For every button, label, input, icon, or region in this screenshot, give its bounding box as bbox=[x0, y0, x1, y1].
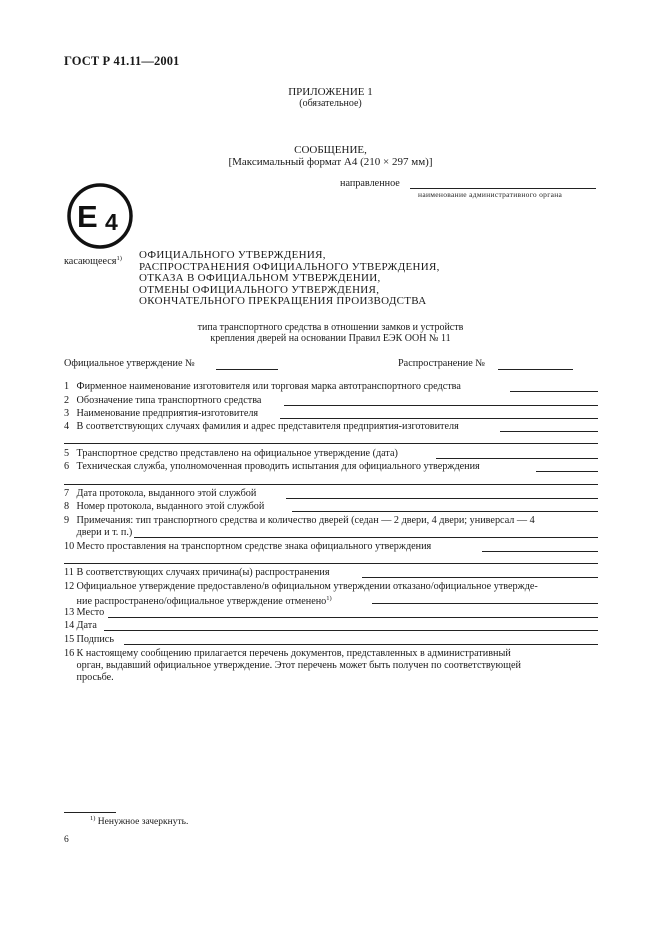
form-item-16: 16 К настоящему сообщению прилагается перечень документов, представленных в административный орган, выдавший официальное утверждение. Этот перечень может быть получен по соответствующей просьбе. bbox=[64, 648, 521, 683]
form-item-10: 10 Место проставления на транспортном средстве знака официального утверждения bbox=[64, 541, 432, 552]
form-item-7: 7 Дата протокола, выданного этой службой bbox=[64, 488, 257, 499]
item-4-extra-line[interactable] bbox=[64, 443, 598, 444]
form-item-6: 6 Техническая служба, уполномоченная проводить испытания для официального утверждения bbox=[64, 461, 480, 472]
form-item-13: 13 Место bbox=[64, 607, 105, 618]
sent-to-field[interactable] bbox=[410, 188, 596, 189]
form-item-12: 12 Официальное утверждение предоставлено/в официальном утверждении отказано/официальное утвержде- ние распространено/официальное утверждение отменено$^{1)}$ bbox=[64, 581, 538, 607]
emblem-number: 4 bbox=[105, 209, 118, 235]
appendix-subtitle: (обязательное) bbox=[299, 98, 362, 109]
item-9-field[interactable] bbox=[134, 537, 598, 538]
extension-number-field[interactable] bbox=[498, 369, 573, 370]
footnote-divider bbox=[64, 812, 116, 813]
item-11-field[interactable] bbox=[362, 577, 598, 578]
emblem-letter: E bbox=[77, 199, 98, 234]
sent-to-label: направленное bbox=[340, 178, 400, 189]
approval-mark-emblem bbox=[66, 182, 134, 250]
item-6-extra-line[interactable] bbox=[64, 484, 598, 485]
concerning-label: касающееся$^{1)}$ bbox=[64, 255, 122, 267]
form-item-1: 1 Фирменное наименование изготовителя или торговая марка автотранспортного средства bbox=[64, 381, 461, 392]
item-8-field[interactable] bbox=[292, 511, 598, 512]
sent-to-caption: наименование административного органа bbox=[418, 190, 563, 199]
message-title: СООБЩЕНИЕ, bbox=[294, 144, 367, 156]
page-number: 6 bbox=[64, 835, 69, 845]
item-14-field[interactable] bbox=[104, 630, 598, 631]
document-code: ГОСТ Р 41.11—2001 bbox=[64, 54, 180, 68]
form-item-3: 3 Наименование предприятия-изготовителя bbox=[64, 408, 259, 419]
item-7-field[interactable] bbox=[286, 498, 598, 499]
concerning-line: ОТКАЗА В ОФИЦИАЛЬНОМ УТВЕРЖДЕНИИ, bbox=[139, 272, 381, 284]
item-13-field[interactable] bbox=[108, 617, 598, 618]
message-format: [Максимальный формат А4 (210 × 297 мм)] bbox=[228, 156, 433, 168]
item-2-field[interactable] bbox=[284, 405, 598, 406]
approval-number-field[interactable] bbox=[216, 369, 278, 370]
form-item-8: 8 Номер протокола, выданного этой службой bbox=[64, 501, 265, 512]
subject-line-1: типа транспортного средства в отношении замков и устройств bbox=[197, 322, 464, 333]
concerning-line: ОФИЦИАЛЬНОГО УТВЕРЖДЕНИЯ, bbox=[139, 249, 326, 261]
concerning-line: ОТМЕНЫ ОФИЦИАЛЬНОГО УТВЕРЖДЕНИЯ, bbox=[139, 283, 380, 296]
item-4-field[interactable] bbox=[500, 431, 598, 432]
form-item-14: 14 Дата bbox=[64, 620, 97, 631]
item-1-field[interactable] bbox=[510, 391, 598, 392]
item-10-extra-line[interactable] bbox=[64, 563, 598, 564]
item-10-field[interactable] bbox=[482, 551, 598, 552]
form-item-15: 15 Подпись bbox=[64, 634, 114, 645]
concerning-line: ОКОНЧАТЕЛЬНОГО ПРЕКРАЩЕНИЯ ПРОИЗВОДСТВА bbox=[139, 295, 427, 307]
subject-line-2: крепления дверей на основании Правил ЕЭК ООН № 11 bbox=[210, 333, 451, 344]
footnote: $^{1)}$ Ненужное зачеркнуть. bbox=[90, 815, 189, 827]
item-3-field[interactable] bbox=[280, 418, 598, 419]
form-item-11: 11 В соответствующих случаях причина(ы) распространения bbox=[64, 567, 330, 578]
form-item-4: 4 В соответствующих случаях фамилия и адрес представителя предприятия-изготовителя bbox=[64, 421, 459, 432]
form-item-9: 9 Примечания: тип транспортного средства и количество дверей (седан — 2 двери, 4 двери; универсал — 4 двери и т. п.) bbox=[64, 515, 535, 538]
item-12-field[interactable] bbox=[372, 603, 598, 604]
approval-number-label: Официальное утверждение № bbox=[64, 358, 195, 369]
extension-number-label: Распространение № bbox=[398, 358, 485, 369]
concerning-line: РАСПРОСТРАНЕНИЯ ОФИЦИАЛЬНОГО УТВЕРЖДЕНИЯ, bbox=[139, 260, 440, 273]
concerning-list bbox=[139, 250, 440, 308]
item-6-field[interactable] bbox=[536, 471, 598, 472]
item-15-field[interactable] bbox=[124, 644, 598, 645]
form-item-5: 5 Транспортное средство представлено на официальное утверждение (дата) bbox=[64, 448, 398, 459]
form-item-2: 2 Обозначение типа транспортного средства bbox=[64, 395, 262, 406]
item-5-field[interactable] bbox=[436, 458, 598, 459]
appendix-title: ПРИЛОЖЕНИЕ 1 bbox=[288, 86, 373, 98]
circle-e-mark-icon bbox=[66, 182, 134, 250]
